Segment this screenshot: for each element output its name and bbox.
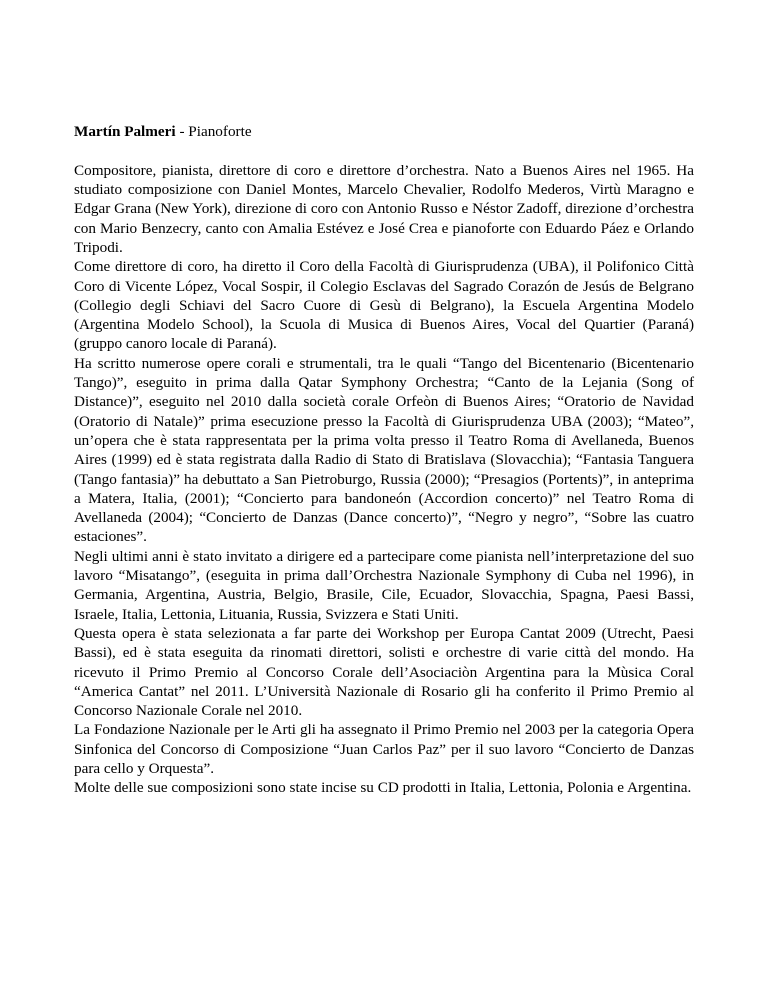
heading-separator: - [175, 123, 189, 140]
paragraph-europa-cantat: Questa opera è stata selezionata a far parte dei Workshop per Europa Cantat 2009 (Utrecht, Paesi Bassi), ed è stata eseguita da rinomati direttori, solisti e orchestre di varie città del mondo. Ha ricevuto il Primo Premio al Concorso Corale dell’Asociaciòn Argentina para la Mùsica Coral “America Cantat” nel 2011. L’Università Nazionale di Rosario gli ha conferito il Primo Premio al Concorso Nazionale Corale nel 2010. [74, 624, 694, 720]
paragraph-works: Ha scritto numerose opere corali e strumentali, tra le quali “Tango del Bicentenario (Bicentenario Tango)”, eseguito in prima dalla Qatar Symphony Orchestra; “Canto de la Lejania (Song of Distance)”, eseguito nel 2010 dalla società corale Orfeòn di Buenos Aires; “Oratorio de Navidad (Oratorio di Natale)” prima esecuzione presso la Facoltà di Giurisprudenza UBA (2003); “Mateo”, un’opera che è stata rappresentata per la prima volta presso il Teatro Roma di Avellaneda, Buenos Aires (1999) ed è stata registrata dalla Radio di Stato di Bratislava (Slovacchia); “Fantasia Tanguera (Tango fantasia)” ha debuttato a San Pietroburgo, Russia (2000); “Presagios (Portents)”, in anteprima a Matera, Italia, (2001); “Concierto para bandoneón (Accordion concerto)” nel Teatro Roma di Avellaneda (2004); “Concierto de Danzas (Dance concerto)”, “Negro y negro”, “Sobre las cuatro estaciones”. [74, 354, 694, 546]
artist-role: Pianoforte [188, 123, 252, 140]
paragraph-misatango: Negli ultimi anni è stato invitato a dirigere ed a partecipare come pianista nell’interpretazione del suo lavoro “Misatango”, (eseguita in prima dall’Orchestra Nazionale Symphony di Cuba nel 1996), in Germania, Argentina, Austria, Belgio, Brasile, Cile, Ecuador, Slovacchia, Spagna, Paesi Bassi, Israele, Italia, Lettonia, Lituania, Russia, Svizzera e Stati Uniti. [74, 547, 694, 623]
document-heading [74, 122, 694, 141]
paragraph-choir-direction: Come direttore di coro, ha diretto il Coro della Facoltà di Giurisprudenza (UBA), il Polifonico Città Coro di Vicente López, Vocal Sospir, il Colegio Esclavas del Sagrado Corazón de Jesús de Belgrano (Collegio degli Schiavi del Sacro Cuore di Gesù di Belgrano), la Escuela Argentina Modelo (Argentina Modelo School), la Scuola di Musica di Buenos Aires, Vocal del Quartier (Paraná) (gruppo canoro locale di Paraná). [74, 258, 694, 353]
paragraph-recordings: Molte delle sue composizioni sono state incise su CD prodotti in Italia, Lettonia, Polonia e Argentina. [74, 779, 692, 797]
document-page [74, 122, 694, 798]
paragraph-biography: Compositore, pianista, direttore di coro e direttore d’orchestra. Nato a Buenos Aires nel 1965. Ha studiato composizione con Daniel Montes, Marcelo Chevalier, Rodolfo Mederos, Virtù Maragno e Edgar Grana (New York), direzione di coro con Antonio Russo e Néstor Zadoff, direzione d’orchestra con Mario Benzecry, canto con Amalia Estévez e José Crea e pianoforte con Eduardo Páez e Orlando Tripodi. [74, 161, 694, 256]
artist-name: Martín Palmeri [74, 123, 176, 140]
paragraph-award: La Fondazione Nazionale per le Arti gli ha assegnato il Primo Premio nel 2003 per la categoria Opera Sinfonica del Concorso di Composizione “Juan Carlos Paz” per il suo lavoro “Concierto de Danzas para cello y Orquesta”. [74, 721, 694, 777]
